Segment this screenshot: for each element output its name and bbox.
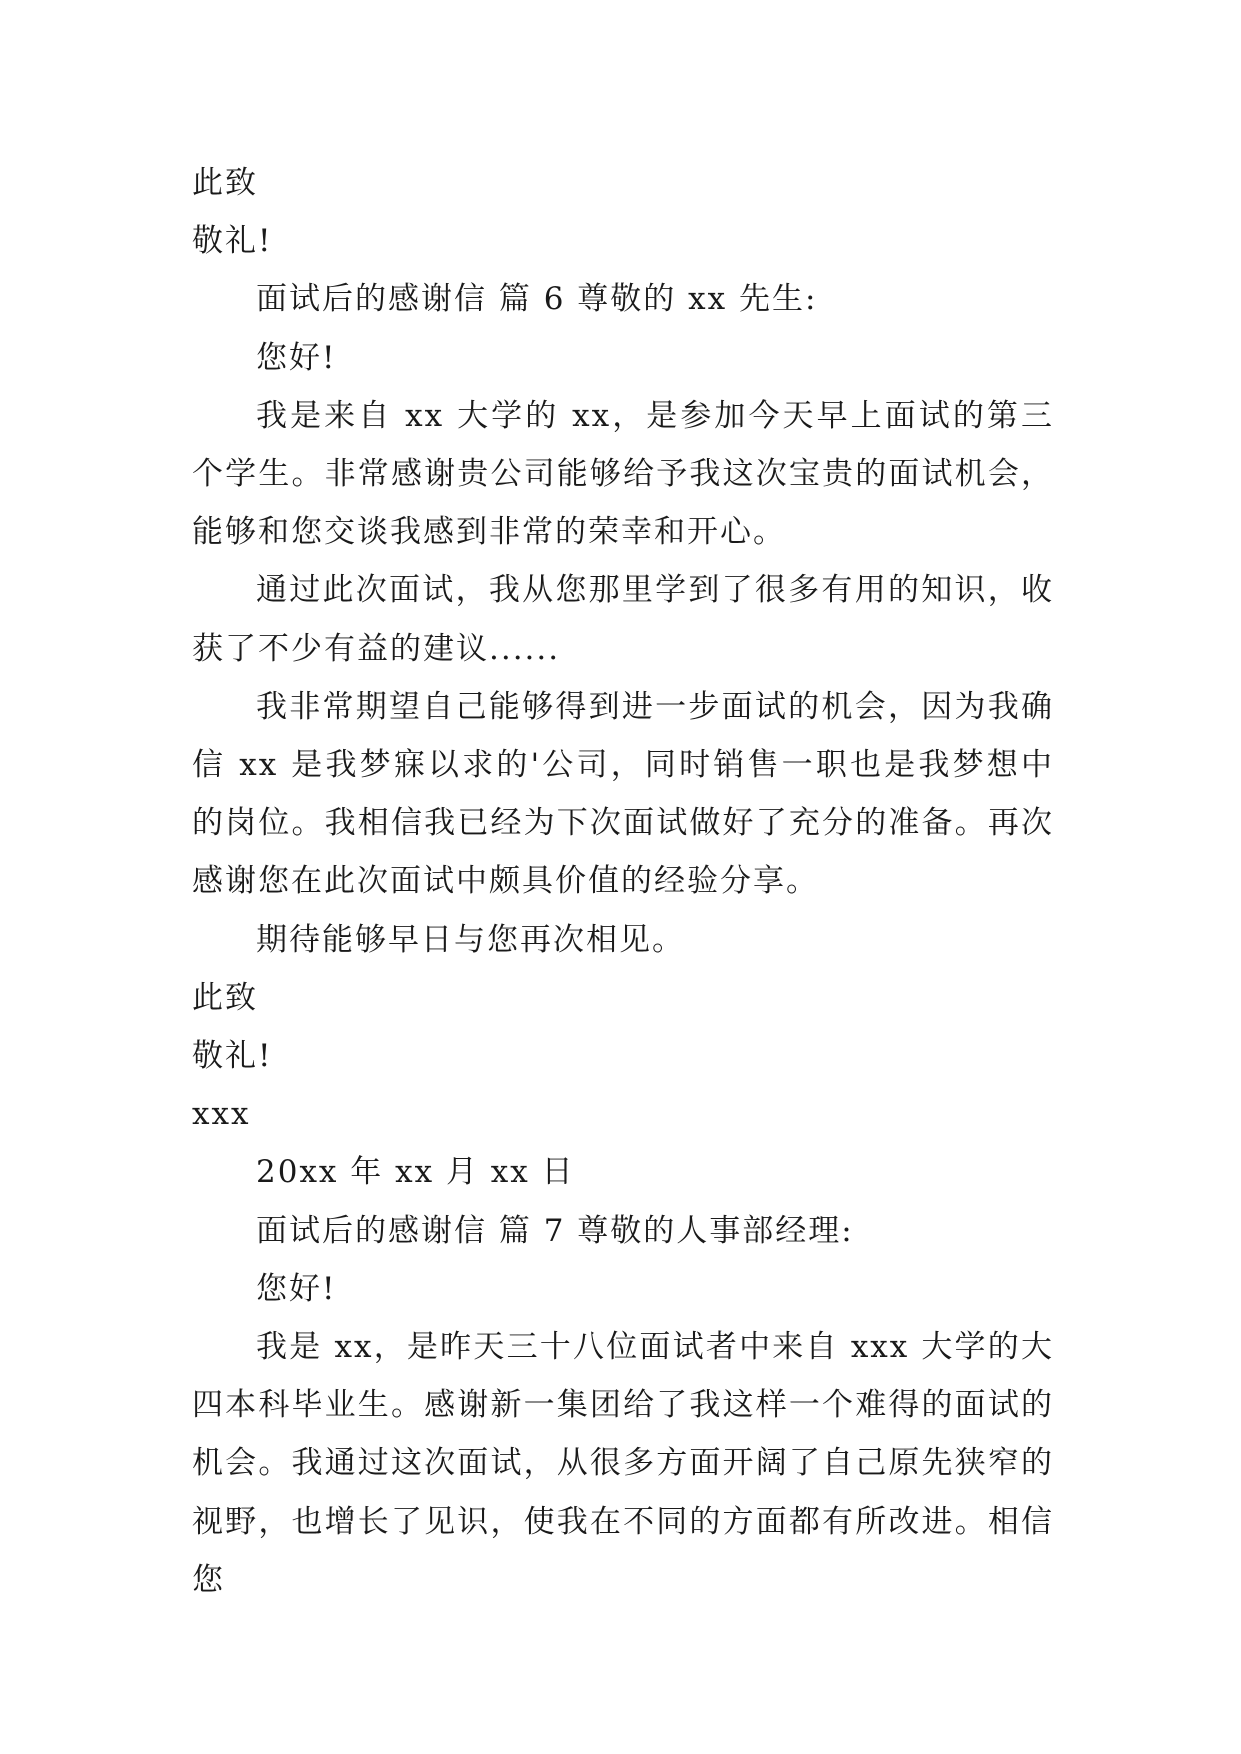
body-paragraph: 通过此次面试，我从您那里学到了很多有用的知识，收获了不少有益的建议...... (192, 572, 1054, 667)
letter-heading: 面试后的感谢信 篇 6 尊敬的 xx 先生: (256, 281, 818, 318)
body-paragraph: 我是 xx，是昨天三十八位面试者中来自 xxx 大学的大四本科毕业生。感谢新一集团给了我这样一个难得的面试的机会。我通过这次面试，从很多方面开阔了自己原先狭窄的视野，也增长了见识，使我在不同的方面都有所改进。相信您 (192, 1329, 1054, 1598)
salutation-line: 敬礼! (192, 223, 273, 260)
body-paragraph: 我非常期望自己能够得到进一步面试的机会，因为我确信 xx 是我梦寐以求的'公司，同时销售一职也是我梦想中的岗位。我相信我已经为下次面试做好了充分的准备。再次感谢您在此次面试中颇具价值的经验分享。 (192, 688, 1054, 900)
greeting-line: 您好! (256, 339, 337, 376)
date-line: 20xx 年 xx 月 xx 日 (256, 1154, 575, 1191)
body-paragraph: 期待能够早日与您再次相见。 (256, 921, 685, 958)
closing-line: 此致 (192, 165, 258, 201)
closing-line: 此致 (192, 979, 258, 1016)
letter-heading: 面试后的感谢信 篇 7 尊敬的人事部经理: (256, 1212, 854, 1249)
document-body (192, 154, 1054, 1609)
greeting-line: 您好! (256, 1270, 337, 1307)
body-paragraph: 我是来自 xx 大学的 xx，是参加今天早上面试的第三个学生。非常感谢贵公司能够给予我这次宝贵的面试机会，能够和您交谈我感到非常的荣幸和开心。 (192, 397, 1054, 551)
signature-line: xxx (192, 1096, 251, 1133)
salutation-line: 敬礼! (192, 1038, 273, 1075)
